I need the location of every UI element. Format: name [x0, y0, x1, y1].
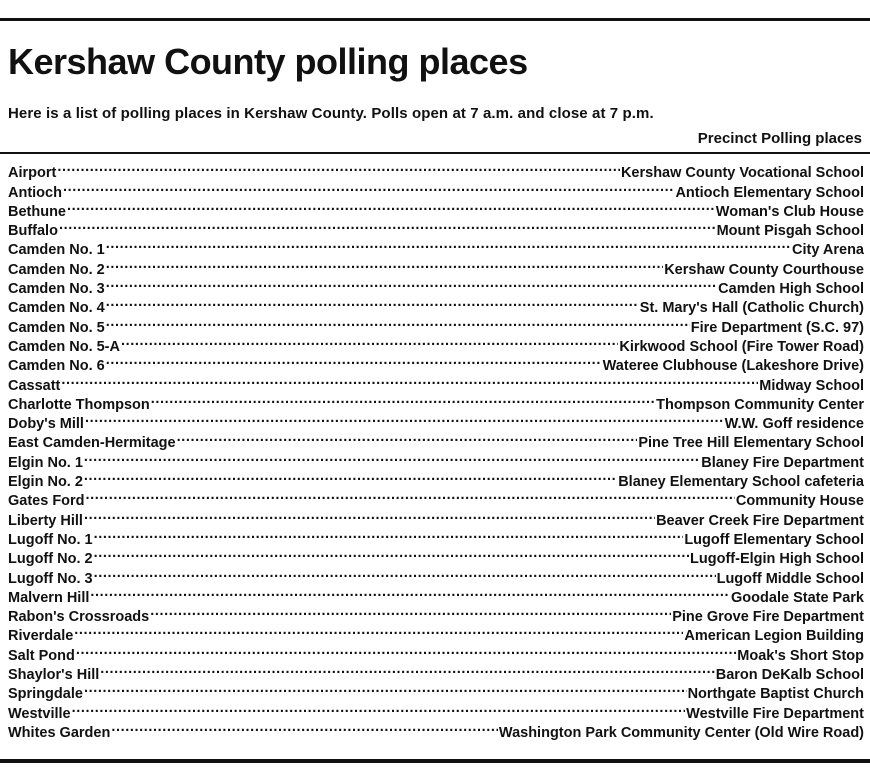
precinct-name: Lugoff No. 1: [8, 531, 93, 548]
list-item: [8, 660, 864, 684]
list-item: [8, 390, 864, 413]
polling-place: Community House: [735, 493, 864, 510]
dot-leader: [94, 525, 684, 544]
precinct-name: Whites Garden: [8, 724, 111, 741]
dot-leader: [76, 640, 736, 659]
polling-place: St. Mary's Hall (Catholic Church): [639, 300, 864, 317]
polling-place: Mount Pisgah School: [716, 223, 864, 240]
list-item: [8, 254, 864, 278]
top-rule: [0, 18, 870, 21]
polling-place: Lugoff Elementary School: [684, 531, 864, 548]
polling-place: Wateree Clubhouse (Lakeshore Drive): [602, 358, 864, 375]
precinct-name: Lugoff No. 3: [8, 570, 93, 587]
precinct-name: Elgin No. 1: [8, 454, 83, 471]
precinct-name: Riverdale: [8, 628, 74, 645]
polling-place: Pine Grove Fire Department: [672, 609, 864, 626]
list-item: [8, 235, 864, 259]
precinct-name: Antioch: [8, 184, 62, 201]
polling-place: Beaver Creek Fire Department: [656, 512, 864, 529]
article-title: Kershaw County polling places: [8, 41, 528, 82]
dot-leader: [61, 370, 758, 389]
precinct-name: Airport: [8, 165, 57, 182]
polling-place: Fire Department (S.C. 97): [690, 319, 864, 336]
polling-place: Kershaw County Vocational School: [620, 165, 864, 182]
dot-leader: [106, 235, 791, 254]
list-item: [8, 158, 864, 182]
precinct-name: Camden No. 6: [8, 358, 105, 375]
dot-leader: [177, 428, 638, 447]
bottom-rule: [0, 759, 870, 763]
dot-leader: [106, 351, 602, 370]
precinct-name: Salt Pond: [8, 647, 75, 664]
precinct-name: Camden No. 1: [8, 242, 105, 259]
dot-leader: [67, 197, 715, 216]
precinct-name: Cassatt: [8, 377, 61, 394]
polling-place: Baron DeKalb School: [715, 667, 864, 684]
header-rule: [0, 152, 870, 154]
polling-place: W.W. Goff residence: [724, 416, 864, 433]
dot-leader: [72, 698, 686, 717]
polling-place: Woman's Club House: [715, 203, 864, 220]
polling-places-list: [8, 158, 864, 741]
dot-leader: [86, 486, 735, 505]
precinct-name: Charlotte Thompson: [8, 396, 150, 413]
dot-leader: [74, 621, 683, 640]
precinct-name: Camden No. 5-A: [8, 338, 120, 355]
dot-leader: [111, 718, 498, 737]
polling-place: Lugoff-Elgin High School: [690, 551, 864, 568]
dot-leader: [59, 216, 716, 235]
dot-leader: [85, 409, 724, 428]
polling-place: Midway School: [759, 377, 864, 394]
dot-leader: [84, 447, 700, 466]
polling-place: Lugoff Middle School: [716, 570, 864, 587]
precinct-name: Camden No. 3: [8, 281, 105, 298]
precinct-name: Shaylor's Hill: [8, 667, 100, 684]
polling-place: Westville Fire Department: [686, 705, 864, 722]
polling-place: Blaney Elementary School cafeteria: [618, 474, 864, 491]
dot-leader: [94, 544, 689, 563]
polling-place: City Arena: [792, 242, 864, 259]
dot-leader: [57, 158, 620, 177]
precinct-name: Camden No. 4: [8, 300, 105, 317]
polling-place: Blaney Fire Department: [701, 454, 864, 471]
precinct-name: Liberty Hill: [8, 512, 83, 529]
dot-leader: [94, 563, 716, 582]
polling-place: American Legion Building: [684, 628, 864, 645]
dot-leader: [84, 467, 617, 486]
column-header: Precinct Polling places: [697, 130, 862, 147]
polling-place: Thompson Community Center: [656, 396, 864, 413]
dot-leader: [84, 505, 655, 524]
polling-place: Moak's Short Stop: [737, 647, 864, 664]
dot-leader: [121, 332, 618, 351]
polling-place: Pine Tree Hill Elementary School: [638, 435, 864, 452]
dot-leader: [106, 312, 690, 331]
precinct-name: Buffalo: [8, 223, 58, 240]
intro-text: Here is a list of polling places in Kershaw County. Polls open at 7 a.m. and close at 7 p.m.: [8, 105, 654, 122]
precinct-name: Springdale: [8, 686, 83, 703]
precinct-name: Elgin No. 2: [8, 474, 83, 491]
dot-leader: [63, 177, 674, 196]
polling-place: Goodale State Park: [731, 589, 864, 606]
polling-place: Antioch Elementary School: [675, 184, 864, 201]
dot-leader: [84, 679, 687, 698]
dot-leader: [100, 660, 714, 679]
precinct-name: Doby's Mill: [8, 416, 84, 433]
precinct-name: Camden No. 2: [8, 261, 105, 278]
polling-place: Camden High School: [718, 281, 864, 298]
polling-place: Washington Park Community Center (Old Wire Road): [498, 724, 864, 741]
dot-leader: [150, 602, 671, 621]
polling-place: Northgate Baptist Church: [687, 686, 864, 703]
list-item: [8, 640, 864, 664]
precinct-name: Camden No. 5: [8, 319, 105, 336]
precinct-name: Malvern Hill: [8, 589, 90, 606]
precinct-name: Rabon's Crossroads: [8, 609, 150, 626]
precinct-name: Lugoff No. 2: [8, 551, 93, 568]
dot-leader: [106, 254, 664, 273]
precinct-name: Gates Ford: [8, 493, 85, 510]
polling-place: Kirkwood School (Fire Tower Road): [619, 338, 864, 355]
dot-leader: [90, 583, 730, 602]
list-item: [8, 370, 864, 394]
precinct-name: Westville: [8, 705, 71, 722]
dot-leader: [106, 293, 639, 312]
precinct-name: East Camden-Hermitage: [8, 435, 176, 452]
dot-leader: [106, 274, 717, 293]
precinct-name: Bethune: [8, 203, 66, 220]
dot-leader: [151, 390, 655, 409]
polling-place: Kershaw County Courthouse: [664, 261, 864, 278]
